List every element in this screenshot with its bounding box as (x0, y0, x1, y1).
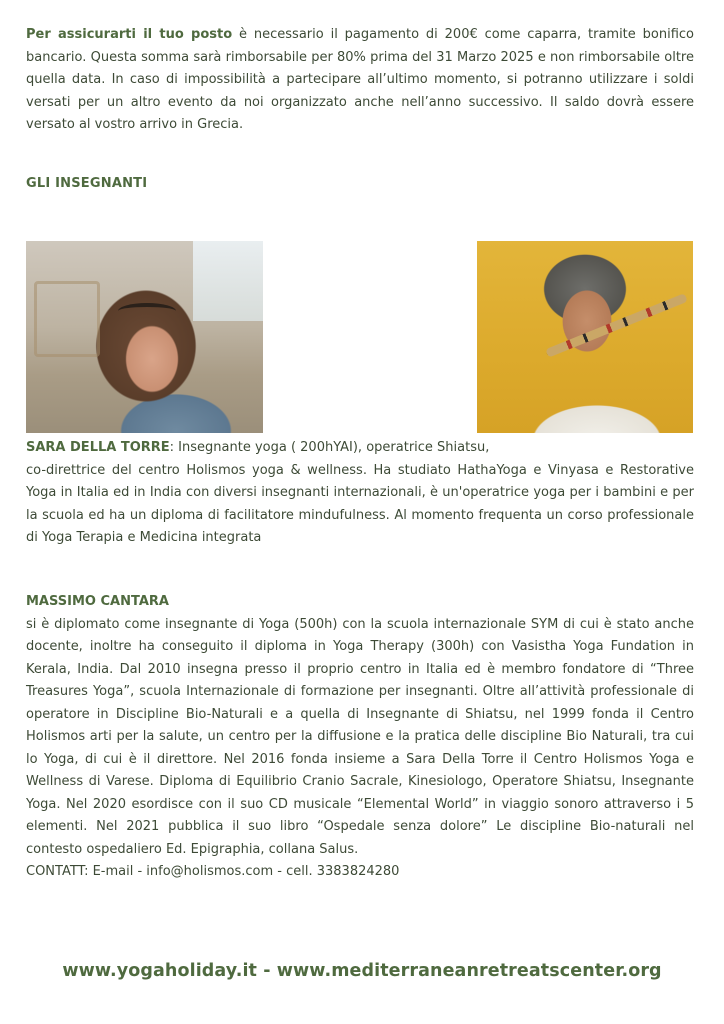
massimo-name: MASSIMO CANTARA (26, 594, 169, 609)
deposit-text: è necessario il pagamento di 200€ come caparra, tramite bonifico bancario. Questa somma sarà rimborsabile per 80% prima del 31 Marzo 2025 e non rimborsabile oltre quella data. In caso di impossibilità a partecipare all’ultimo momento, si potranno utilizzare i soldi versati per un altro evento da noi organizzato anche nell’anno successivo. Il saldo dovrà essere versato al vostro arrivo in Grecia. (26, 27, 694, 132)
sara-photo (26, 241, 263, 433)
sara-bio (26, 437, 694, 550)
massimo-bio-text: si è diplomato come insegnante di Yoga (500h) con la scuola internazionale SYM di cui è stato anche docente, inoltre ha conseguito il diploma in Yoga Therapy (300h) con Vasistha Yoga Fundation in Kerala, India. Dal 2010 insegna presso il proprio centro in Italia ed è membro fondatore di “Three Treasures Yoga”, scuola Internazionale di formazione per insegnanti. Oltre all’attività professionale di operatore in Discipline Bio-Naturali e a quella di Insegnante di Shiatsu, nel 1999 fonda il Centro Holismos arti per la salute, un centro per la diffusione e la pratica delle discipline Bio Naturali, tra cui lo Yoga, di cui è il direttore. Nel 2016 fonda insieme a Sara Della Torre il Centro Holismos Yoga e Wellness di Varese. Diploma di Equilibrio Cranio Sacrale, Kinesiologo, Operatore Shiatsu, Insegnante Yoga. Nel 2020 esordisce con il suo CD musicale “Elemental World” in viaggio sonoro attraverso i 5 elementi. Nel 2021 pubblica il suo libro “Ospedale senza dolore” Le discipline Bio-naturali nel contesto ospedaliero Ed. Epigraphia, collana Salus. (26, 616, 694, 857)
section-heading: GLI INSEGNANTI (26, 176, 148, 191)
sara-bio-text: co-direttrice del centro Holismos yoga & wellness. Ha studiato HathaYoga e Vinyasa e Restorative Yoga in Italia ed in India con diversi insegnanti internazionali, è un'operatrice yoga per i bambini e per la scuola ed ha un diploma di facilitatore mindufulness. Al momento frequenta un corso professionale di Yoga Terapia e Medicina integrata (26, 462, 694, 545)
photo-background (193, 241, 263, 321)
deposit-paragraph (26, 24, 694, 137)
contact-line: CONTATT: E-mail - info@holismos.com - cell. 3383824280 (26, 864, 400, 879)
sara-name: SARA DELLA TORRE (26, 440, 170, 455)
footer-websites (0, 961, 724, 981)
photo-chair (34, 281, 100, 357)
sara-bio-line1: : Insegnante yoga ( 200hYAI), operatrice Shiatsu, (169, 440, 490, 455)
photo-flute (545, 293, 687, 358)
footer-links[interactable]: www.yogaholiday.it - www.mediterraneanretreatscenter.org (62, 961, 662, 981)
photo-sunglasses (118, 303, 176, 319)
massimo-bio (26, 591, 694, 884)
deposit-lead: Per assicurarti il tuo posto (26, 27, 233, 42)
massimo-photo (477, 241, 693, 433)
